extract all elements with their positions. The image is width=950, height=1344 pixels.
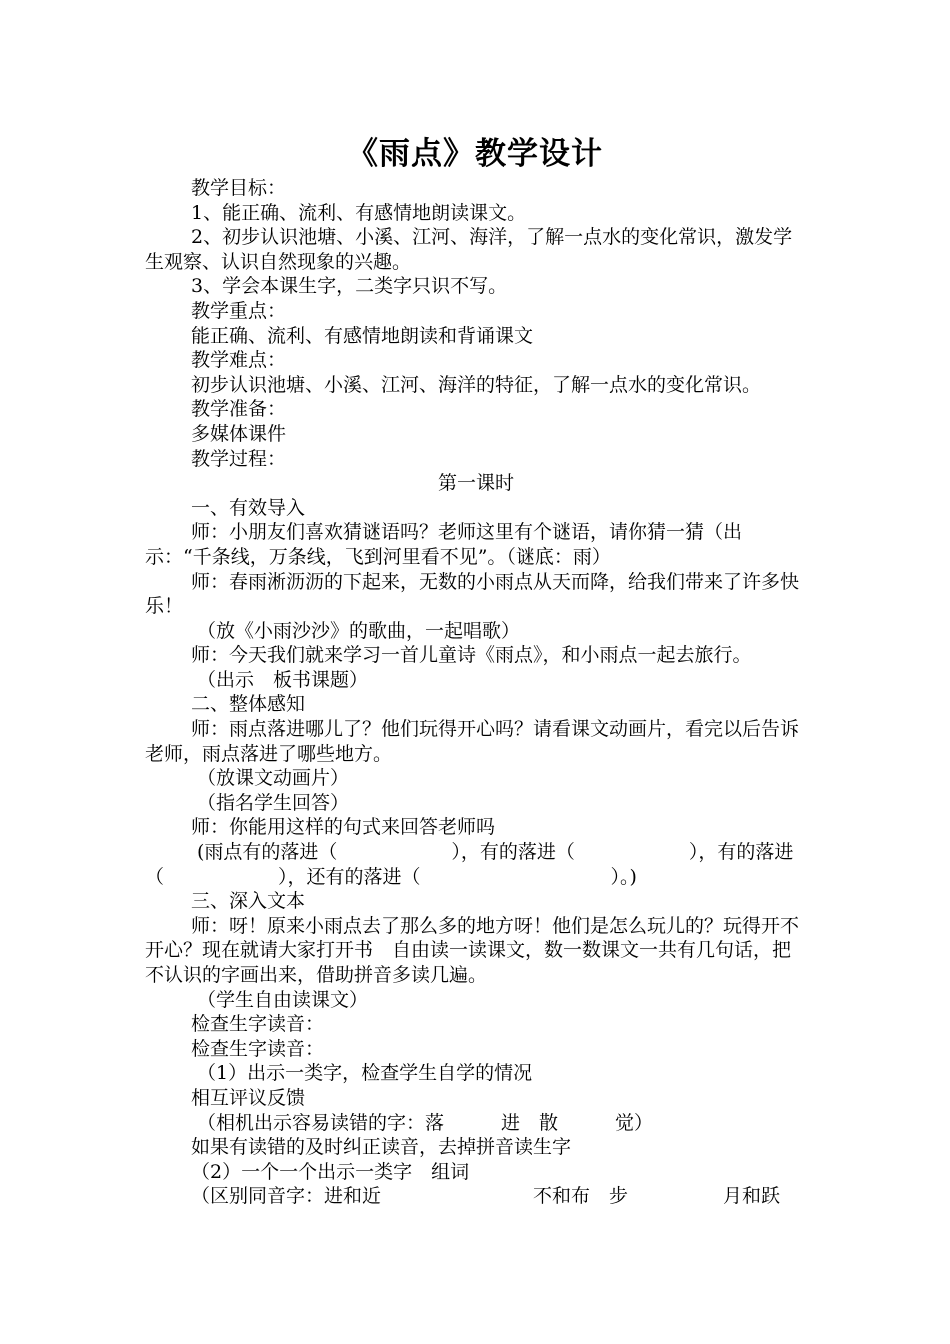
section-heading-process: 教学过程： <box>191 447 287 470</box>
paragraph: (雨点有的落进（ ），有的落进（ ），有的落进（ ），还有的落进（ ）。) <box>145 841 794 888</box>
section-heading-deep-reading: 三、深入文本 <box>191 890 306 913</box>
paragraph: 师：你能用这样的句式来回答老师吗 <box>191 816 496 839</box>
paragraph: 检查生字读音： <box>191 1013 325 1036</box>
paragraph: （2）一个一个出示一类字 组词 <box>191 1160 470 1183</box>
paragraph: 2、初步认识池塘、小溪、江河、海洋，了解一点水的变化常识，激发学生观察、认识自然现象的兴趣。 <box>145 226 793 273</box>
paragraph: （放课文动画片） <box>197 767 350 790</box>
paragraph: 师：今天我们就来学习一首儿童诗《雨点》，和小雨点一起去旅行。 <box>191 644 752 667</box>
paragraph: 检查生字读音： <box>191 1037 325 1060</box>
document-title: 《雨点》教学设计 <box>347 136 603 172</box>
lesson-heading: 第一课时 <box>437 472 514 495</box>
section-heading-goals: 教学目标： <box>191 177 287 199</box>
paragraph: （出示 板书课题） <box>197 668 369 691</box>
paragraph: 师：小朋友们喜欢猜谜语吗？老师这里有个谜语，请你猜一猜（出示：“千条线，万条线，飞到河里看不见”。（谜底：雨） <box>145 521 743 568</box>
paragraph: （相机出示容易读错的字：落 进 散 觉） <box>197 1111 654 1134</box>
paragraph: 1、能正确、流利、有感情地朗读课文。 <box>191 201 527 224</box>
paragraph: （1）出示一类字，检查学生自学的情况 <box>197 1062 533 1085</box>
section-heading-difficulties: 教学难点： <box>191 349 287 372</box>
paragraph: （学生自由读课文） <box>197 988 369 1011</box>
paragraph: （放《小雨沙沙》的歌曲，一起唱歌） <box>197 619 521 642</box>
section-heading-key-points: 教学重点： <box>191 299 287 322</box>
paragraph: 师：雨点落进哪儿了？他们玩得开心吗？请看课文动画片，看完以后告诉老师，雨点落进了哪些地方。 <box>145 718 800 765</box>
paragraph: 相互评议反馈 <box>191 1086 306 1109</box>
paragraph: 如果有读错的及时纠正读音，去掉拼音读生字 <box>191 1136 572 1159</box>
paragraph: 3、学会本课生字，二类字只识不写。 <box>191 275 508 298</box>
paragraph: 能正确、流利、有感情地朗读和背诵课文 <box>191 324 534 347</box>
paragraph: 多媒体课件 <box>191 422 287 445</box>
paragraph: 师：呀！原来小雨点去了那么多的地方呀！他们是怎么玩儿的？玩得开不开心？现在就请大家打开书 自由读一读课文，数一数课文一共有几句话，把不认识的字画出来，借助拼音多读几遍。 <box>145 914 800 986</box>
section-heading-preparation: 教学准备： <box>191 398 287 421</box>
paragraph: 初步认识池塘、小溪、江河、海洋的特征，了解一点水的变化常识。 <box>191 373 762 396</box>
section-heading-intro: 一、有效导入 <box>191 496 306 519</box>
paragraph: （区别同音字：进和近 不和布 步 月和跃 <box>191 1185 781 1208</box>
paragraph: （指名学生回答） <box>197 791 350 814</box>
document-body <box>145 176 807 1209</box>
section-heading-overall: 二、整体感知 <box>191 693 306 716</box>
paragraph: 师：春雨淅沥沥的下起来，无数的小雨点从天而降，给我们带来了许多快乐！ <box>145 570 800 618</box>
